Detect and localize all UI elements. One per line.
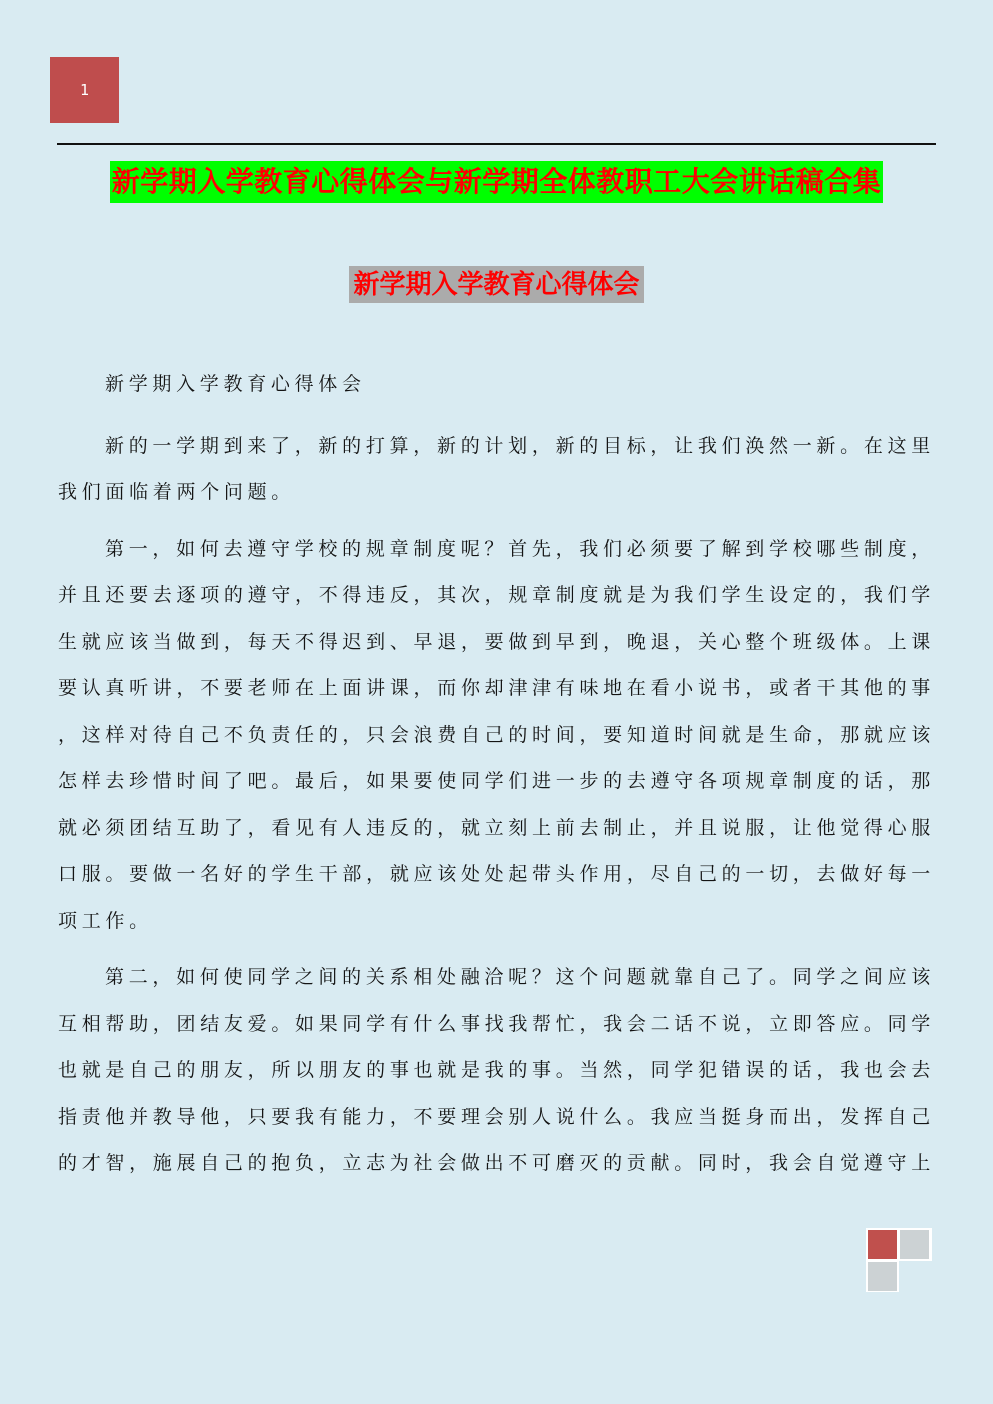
corner-logo-red-square <box>868 1230 897 1259</box>
section-title <box>0 266 993 303</box>
body-paragraph: 第一，如何去遵守学校的规章制度呢？首先，我们必须要了解到学校哪些制度，并且还要去逐项的遵守，不得违反，其次，规章制度就是为我们学生设定的，我们学生就应该当做到，每天不得迟到、早退，要做到早到，晚退，关心整个班级体。上课要认真听讲，不要老师在上面讲课，而你却津津有味地在看小说书，或者干其他的事，这样对待自己不负责任的，只会浪费自己的时间，要知道时间就是生命，那就应该怎样去珍惜时间了吧。最后，如果要使同学们进一步的去遵守各项规章制度的话，那就必须团结互助了，看见有人违反的，就立刻上前去制止，并且说服，让他觉得心服口服。要做一名好的学生干部，就应该处处起带头作用，尽自己的一切，去做好每一项工作。 <box>58 537 935 932</box>
document-main-title <box>0 161 993 203</box>
document-body <box>58 361 935 1197</box>
page-number-marker <box>50 57 119 123</box>
header-divider-line <box>57 143 936 145</box>
section-title-highlighted-text: 新学期入学教育心得体会 <box>349 266 643 303</box>
body-heading: 新学期入学教育心得体会 <box>105 373 366 395</box>
corner-logo-gray-square-bottom <box>868 1262 897 1291</box>
body-paragraph: 新的一学期到来了，新的打算，新的计划，新的目标，让我们涣然一新。在这里我们面临着两个问题。 <box>58 434 935 503</box>
page-number-label: 1 <box>79 81 90 99</box>
body-paragraph: 第二，如何使同学之间的关系相处融洽呢？这个问题就靠自己了。同学之间应该互相帮助，团结友爱。如果同学有什么事找我帮忙，我会二话不说，立即答应。同学也就是自己的朋友，所以朋友的事也就是我的事。当然，同学犯错误的话，我也会去指责他并教导他，只要我有能力，不要理会别人说什么。我应当挺身而出，发挥自己的才智，施展自己的抱负，立志为社会做出不可磨灭的贡献。同时，我会自觉遵守上 <box>58 966 935 1174</box>
corner-logo-gray-square-top <box>900 1230 929 1259</box>
main-title-highlighted-text: 新学期入学教育心得体会与新学期全体教职工大会讲话稿合集 <box>110 161 884 203</box>
corner-squares-icon <box>866 1228 932 1292</box>
